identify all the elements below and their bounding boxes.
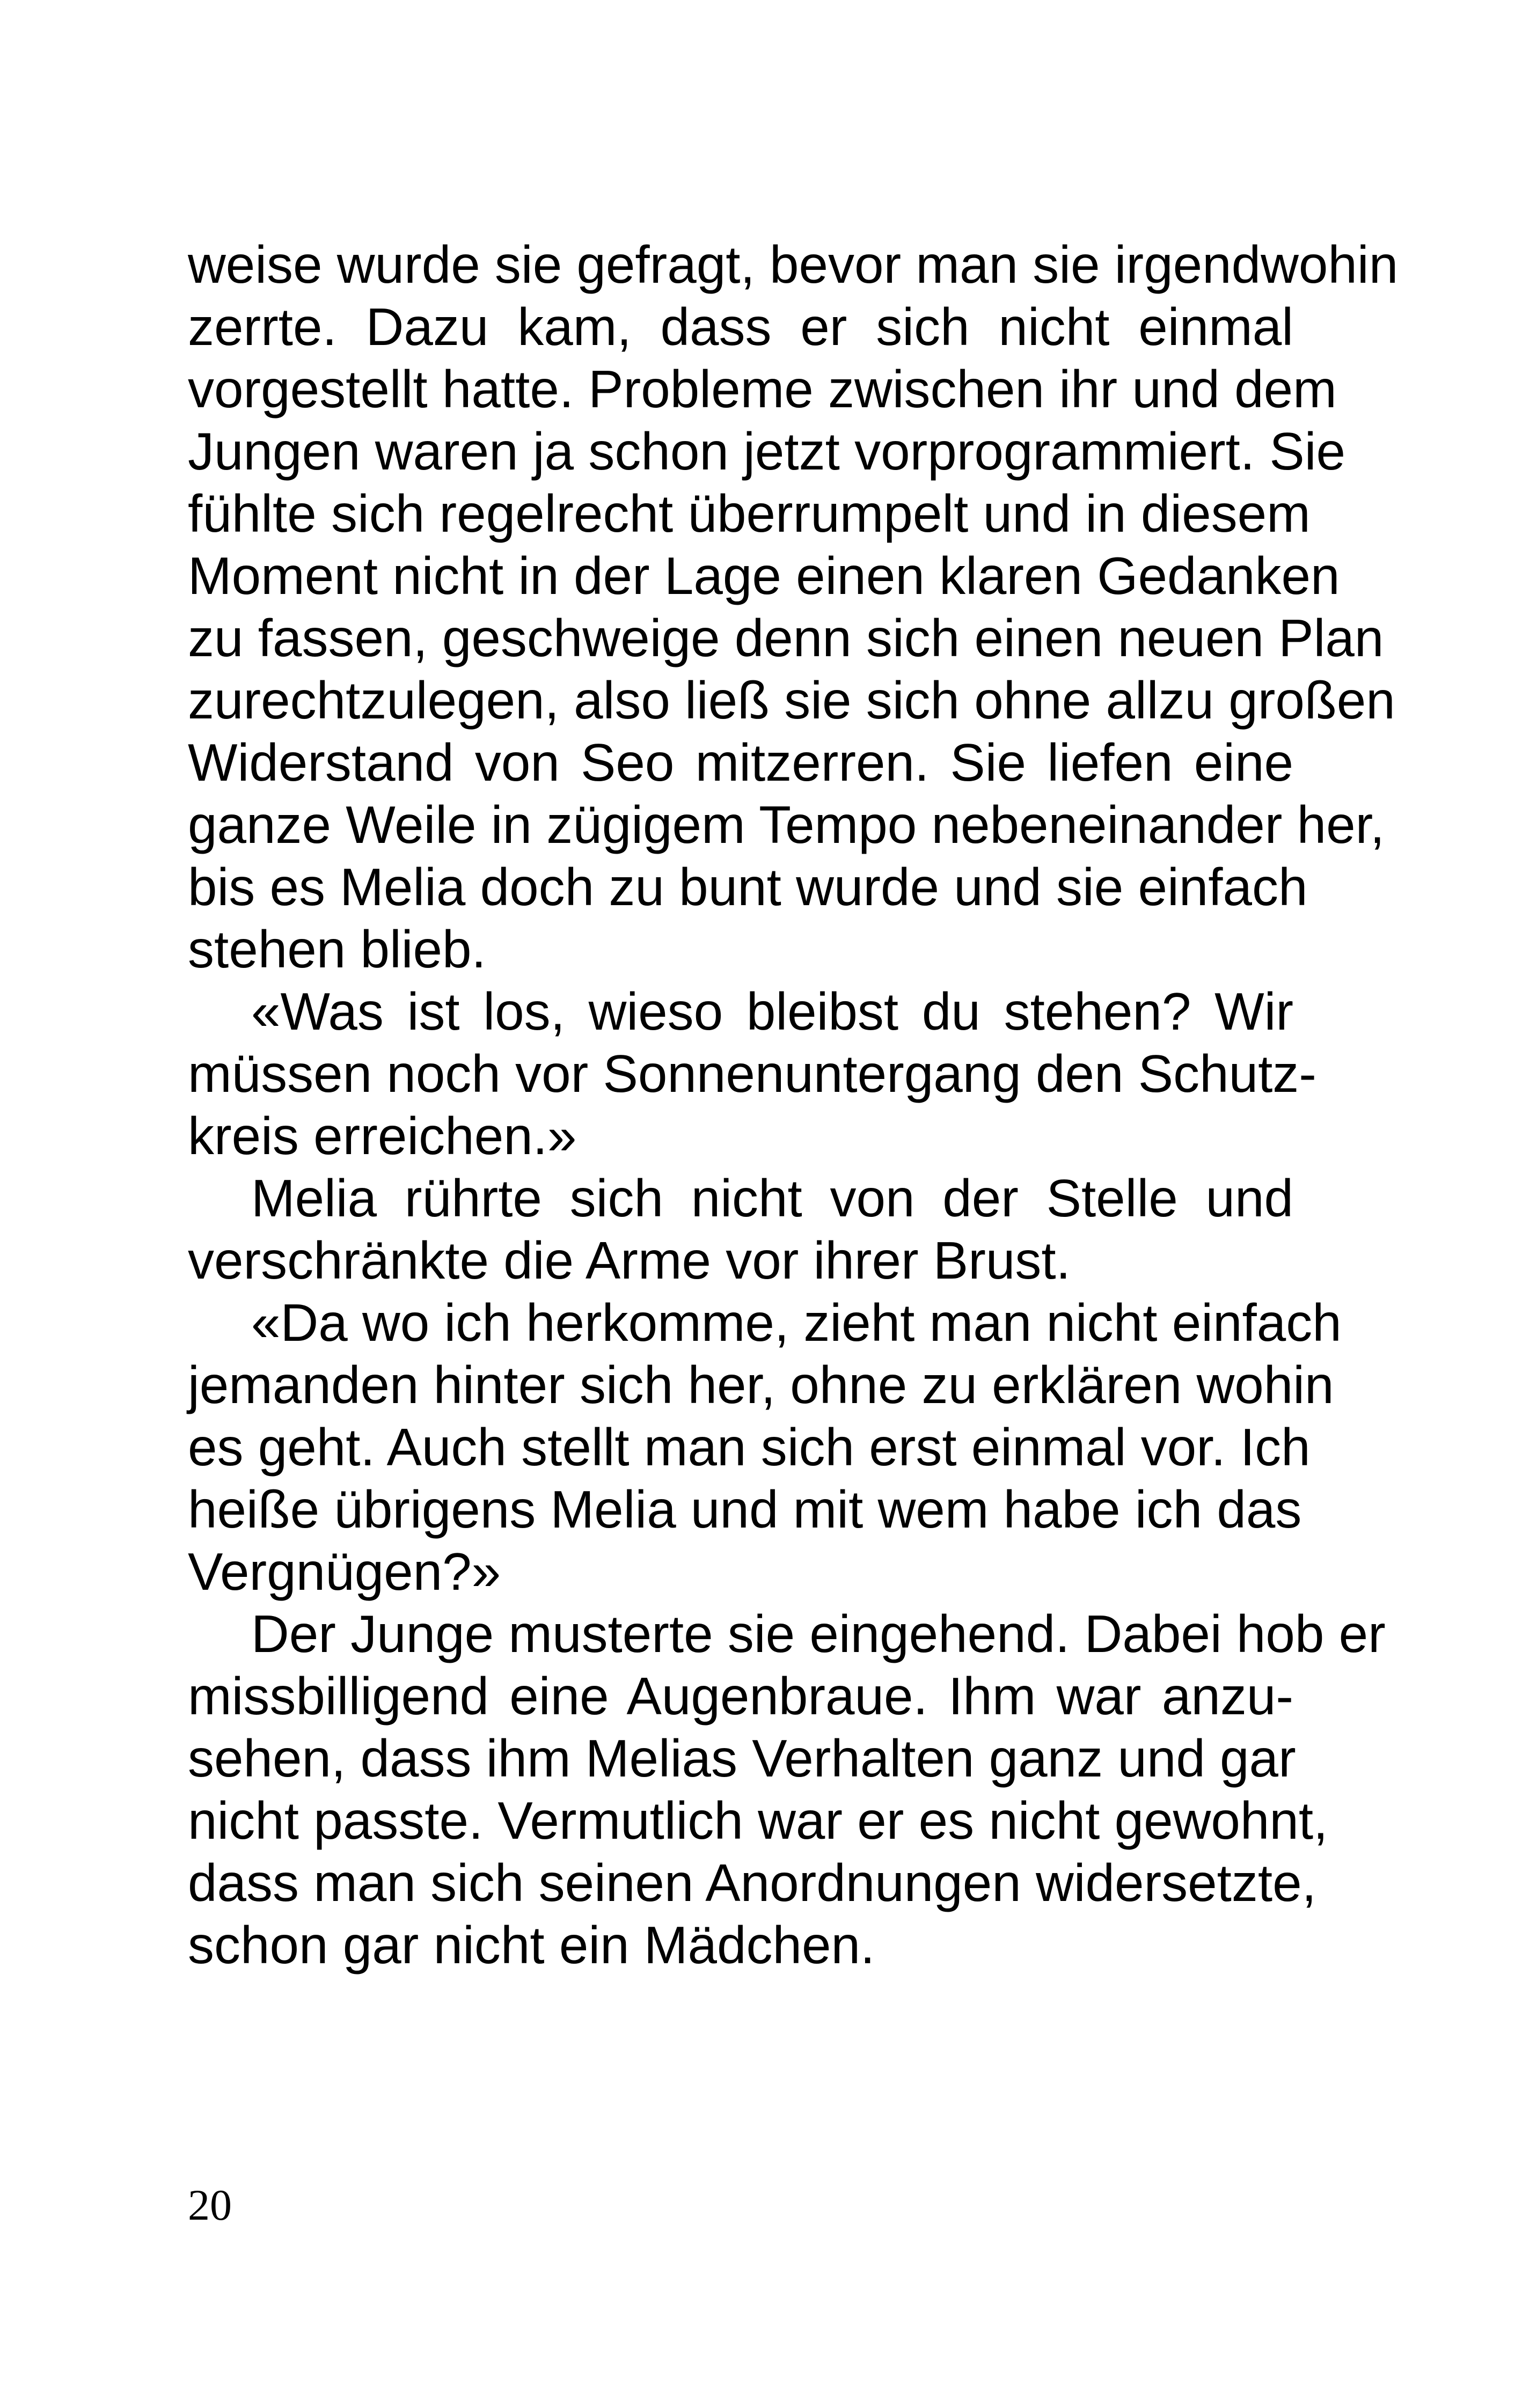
- text-line: zerrte. Dazu kam, dass er sich nicht einmal: [188, 297, 1293, 356]
- text-line: vorgestellt hatte. Probleme zwischen ihr und dem: [188, 359, 1337, 419]
- text-line: verschränkte die Arme vor ihrer Brust.: [188, 1231, 1071, 1290]
- text-line: zu fassen, geschweige denn sich einen neuen Plan: [188, 608, 1384, 667]
- paragraph: [188, 1291, 1342, 1603]
- text-line: weise wurde sie gefragt, bevor man sie irgendwohin: [188, 235, 1399, 294]
- text-line: kreis erreichen.»: [188, 1106, 577, 1165]
- paragraph: [188, 980, 1316, 1167]
- text-line: fühlte sich regelrecht überrumpelt und in diesem: [188, 484, 1311, 543]
- page-number: 20: [188, 2181, 232, 2229]
- text-line: dass man sich seinen Anordnungen widersetzte,: [188, 1853, 1316, 1912]
- text-line: Melia rührte sich nicht von der Stelle und: [251, 1169, 1293, 1228]
- text-line: bis es Melia doch zu bunt wurde und sie einfach: [188, 857, 1308, 916]
- text-line: Vergnügen?»: [188, 1542, 501, 1601]
- text-line: missbilligend eine Augenbraue. Ihm war anzu-: [188, 1666, 1293, 1726]
- text-line: ganze Weile in zügigem Tempo nebeneinander her,: [188, 795, 1385, 854]
- text-line: «Was ist los, wieso bleibst du stehen? Wir: [251, 982, 1293, 1041]
- paragraph: [188, 233, 1399, 980]
- text-line: müssen noch vor Sonnenuntergang den Schutz-: [188, 1044, 1316, 1103]
- text-line: heiße übrigens Melia und mit wem habe ich das: [188, 1480, 1302, 1539]
- text-line: Widerstand von Seo mitzerren. Sie liefen eine: [188, 733, 1293, 792]
- text-line: Moment nicht in der Lage einen klaren Gedanken: [188, 546, 1340, 605]
- paragraph: [188, 1603, 1386, 1976]
- text-line: sehen, dass ihm Melias Verhalten ganz und gar: [188, 1729, 1296, 1788]
- text-line: es geht. Auch stellt man sich erst einmal vor. Ich: [188, 1418, 1311, 1477]
- text-line: stehen blieb.: [188, 920, 486, 979]
- text-line: Der Junge musterte sie eingehend. Dabei hob er: [251, 1604, 1386, 1663]
- body-text: [188, 233, 1399, 1976]
- text-line: Jungen waren ja schon jetzt vorprogrammiert. Sie: [188, 422, 1346, 481]
- text-line: zurechtzulegen, also ließ sie sich ohne allzu großen: [188, 671, 1395, 730]
- paragraph: [188, 1167, 1293, 1291]
- text-line: schon gar nicht ein Mädchen.: [188, 1915, 875, 1974]
- text-line: «Da wo ich herkomme, zieht man nicht einfach: [251, 1293, 1342, 1352]
- text-line: nicht passte. Vermutlich war er es nicht gewohnt,: [188, 1791, 1328, 1850]
- text-line: jemanden hinter sich her, ohne zu erklären wohin: [188, 1355, 1334, 1414]
